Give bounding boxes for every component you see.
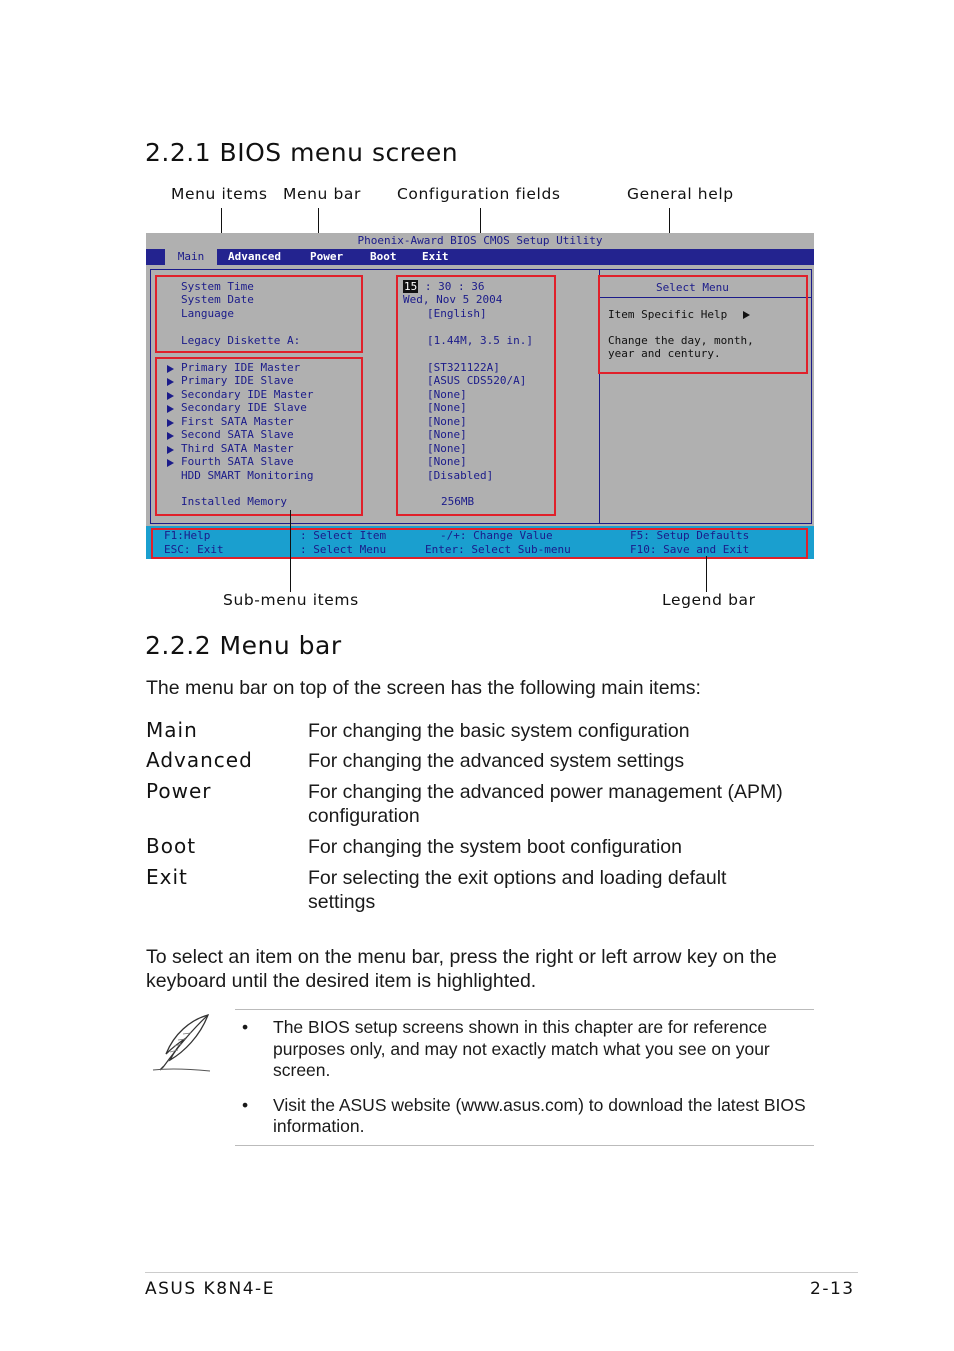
bios-value-secondary-ide-slave: [None] bbox=[427, 401, 467, 414]
legend-select-item: : Select Item bbox=[300, 529, 387, 542]
bios-menubar bbox=[146, 249, 814, 265]
callout-menu-items: Menu items bbox=[171, 185, 268, 203]
term-boot: Boot bbox=[146, 834, 197, 858]
bios-value-system-date[interactable]: Wed, Nov 5 2004 bbox=[403, 293, 503, 306]
callout-legend-bar: Legend bar bbox=[662, 591, 756, 609]
bios-item-legacy-diskette[interactable]: Legacy Diskette A: bbox=[181, 334, 301, 347]
bios-value-primary-ide-master: [ST321122A] bbox=[427, 361, 500, 374]
bios-item-language[interactable]: Language bbox=[181, 307, 234, 320]
note-bullet2-line2: information. bbox=[273, 1116, 365, 1136]
desc-power: For changing the advanced power management (APM) bbox=[308, 781, 783, 803]
note-bullet1-line2: purposes only, and may not exactly match what you see on your bbox=[273, 1039, 770, 1059]
bios-title: Phoenix-Award BIOS CMOS Setup Utility bbox=[146, 233, 814, 249]
bios-value-language[interactable]: [English] bbox=[427, 307, 487, 320]
bios-submenu-first-sata-master[interactable]: First SATA Master bbox=[181, 415, 294, 428]
desc-exit: For selecting the exit options and loading default bbox=[308, 867, 727, 889]
bios-item-installed-memory: Installed Memory bbox=[181, 495, 287, 508]
desc-main: For changing the basic system configuration bbox=[308, 720, 690, 742]
highlight-box-legend-bar bbox=[151, 528, 808, 559]
legend-select-submenu: Enter: Select Sub-menu bbox=[425, 543, 571, 556]
note-top-rule bbox=[235, 1009, 814, 1010]
desc-exit-line2: settings bbox=[308, 891, 376, 913]
footer-page-number: 2-13 bbox=[810, 1279, 855, 1299]
leader-line-sub-menu-items bbox=[290, 510, 291, 592]
highlight-box-submenu-items bbox=[155, 357, 363, 516]
select-paragraph-line1: To select an item on the menu bar, press the right or left arrow key on the bbox=[146, 946, 777, 968]
bios-menu-exit[interactable]: Exit bbox=[422, 250, 449, 263]
select-paragraph-line2: keyboard until the desired item is highlighted. bbox=[146, 970, 537, 992]
callout-configuration-fields: Configuration fields bbox=[397, 185, 561, 203]
bios-submenu-second-sata-slave[interactable]: Second SATA Slave bbox=[181, 428, 294, 441]
bios-submenu-primary-ide-master[interactable]: Primary IDE Master bbox=[181, 361, 301, 374]
bios-menu-power[interactable]: Power bbox=[310, 250, 344, 263]
legend-change-value: -/+: Change Value bbox=[440, 529, 553, 542]
term-exit: Exit bbox=[146, 865, 188, 889]
legend-f1-help: F1:Help bbox=[164, 529, 211, 542]
bios-value-time-rest: : 30 : 36 bbox=[418, 280, 485, 293]
legend-f5-defaults: F5: Setup Defaults bbox=[630, 529, 750, 542]
term-main: Main bbox=[146, 718, 198, 742]
legend-esc-exit: ESC: Exit bbox=[164, 543, 224, 556]
bios-value-second-sata-slave: [None] bbox=[427, 428, 467, 441]
callout-sub-menu-items: Sub-menu items bbox=[223, 591, 359, 609]
bios-value-secondary-ide-master: [None] bbox=[427, 388, 467, 401]
bullet-icon: • bbox=[242, 1095, 249, 1115]
footer-rule bbox=[145, 1272, 858, 1273]
highlight-box-menu-items bbox=[155, 275, 363, 353]
bios-value-first-sata-master: [None] bbox=[427, 415, 467, 428]
bios-value-time-hour[interactable]: 15 bbox=[404, 280, 418, 293]
bios-submenu-secondary-ide-master[interactable]: Secondary IDE Master bbox=[181, 388, 314, 401]
highlight-box-general-help bbox=[598, 275, 808, 374]
bios-value-primary-ide-slave: [ASUS CDS520/A] bbox=[427, 374, 527, 387]
section-title-bios-menu-screen: 2.2.1 BIOS menu screen bbox=[145, 138, 459, 167]
bios-menu-advanced[interactable]: Advanced bbox=[228, 250, 281, 263]
bios-menu-boot[interactable]: Boot bbox=[370, 250, 397, 263]
section-title-menu-bar: 2.2.2 Menu bar bbox=[145, 631, 342, 660]
feather-pen-icon bbox=[150, 1012, 214, 1074]
term-advanced: Advanced bbox=[146, 748, 253, 772]
note-bottom-rule bbox=[235, 1145, 814, 1146]
footer-product-name: ASUS K8N4-E bbox=[145, 1279, 275, 1299]
bios-help-text-line1: Change the day, month, bbox=[608, 334, 754, 347]
bios-submenu-hdd-smart-monitoring[interactable]: HDD SMART Monitoring bbox=[181, 469, 314, 482]
bios-submenu-third-sata-master[interactable]: Third SATA Master bbox=[181, 442, 294, 455]
bios-submenu-secondary-ide-slave[interactable]: Secondary IDE Slave bbox=[181, 401, 307, 414]
note-bullet2-line1: Visit the ASUS website (www.asus.com) to download the latest BIOS bbox=[273, 1095, 806, 1115]
bios-item-system-time[interactable]: System Time bbox=[181, 280, 254, 293]
bios-value-fourth-sata-slave: [None] bbox=[427, 455, 467, 468]
legend-select-menu: : Select Menu bbox=[300, 543, 387, 556]
bios-submenu-primary-ide-slave[interactable]: Primary IDE Slave bbox=[181, 374, 294, 387]
bios-value-legacy-diskette[interactable]: [1.44M, 3.5 in.] bbox=[427, 334, 533, 347]
bios-value-hdd-smart-monitoring[interactable]: [Disabled] bbox=[427, 469, 494, 482]
callout-menu-bar: Menu bar bbox=[283, 185, 361, 203]
bios-menu-main[interactable]: Main bbox=[165, 249, 217, 265]
bios-value-installed-memory: 256MB bbox=[441, 495, 475, 508]
bios-help-item-specific: Item Specific Help bbox=[608, 308, 728, 321]
desc-advanced: For changing the advanced system settings bbox=[308, 750, 685, 772]
note-bullet1-line3: screen. bbox=[273, 1060, 331, 1080]
legend-f10-save-exit: F10: Save and Exit bbox=[630, 543, 750, 556]
callout-general-help: General help bbox=[627, 185, 734, 203]
note-bullet1-line1: The BIOS setup screens shown in this chapter are for reference bbox=[273, 1017, 768, 1037]
bios-item-system-date[interactable]: System Date bbox=[181, 293, 254, 306]
term-power: Power bbox=[146, 779, 212, 803]
desc-power-line2: configuration bbox=[308, 805, 420, 827]
bios-help-text-line2: year and century. bbox=[608, 347, 721, 360]
bios-help-header: Select Menu bbox=[656, 281, 729, 294]
menu-bar-intro: The menu bar on top of the screen has the following main items: bbox=[146, 677, 701, 699]
bullet-icon: • bbox=[242, 1017, 249, 1037]
highlight-box-configuration-fields bbox=[396, 275, 556, 516]
desc-boot: For changing the system boot configuration bbox=[308, 836, 682, 858]
leader-line-legend-bar bbox=[706, 556, 707, 592]
bios-submenu-fourth-sata-slave[interactable]: Fourth SATA Slave bbox=[181, 455, 294, 468]
bios-value-third-sata-master: [None] bbox=[427, 442, 467, 455]
